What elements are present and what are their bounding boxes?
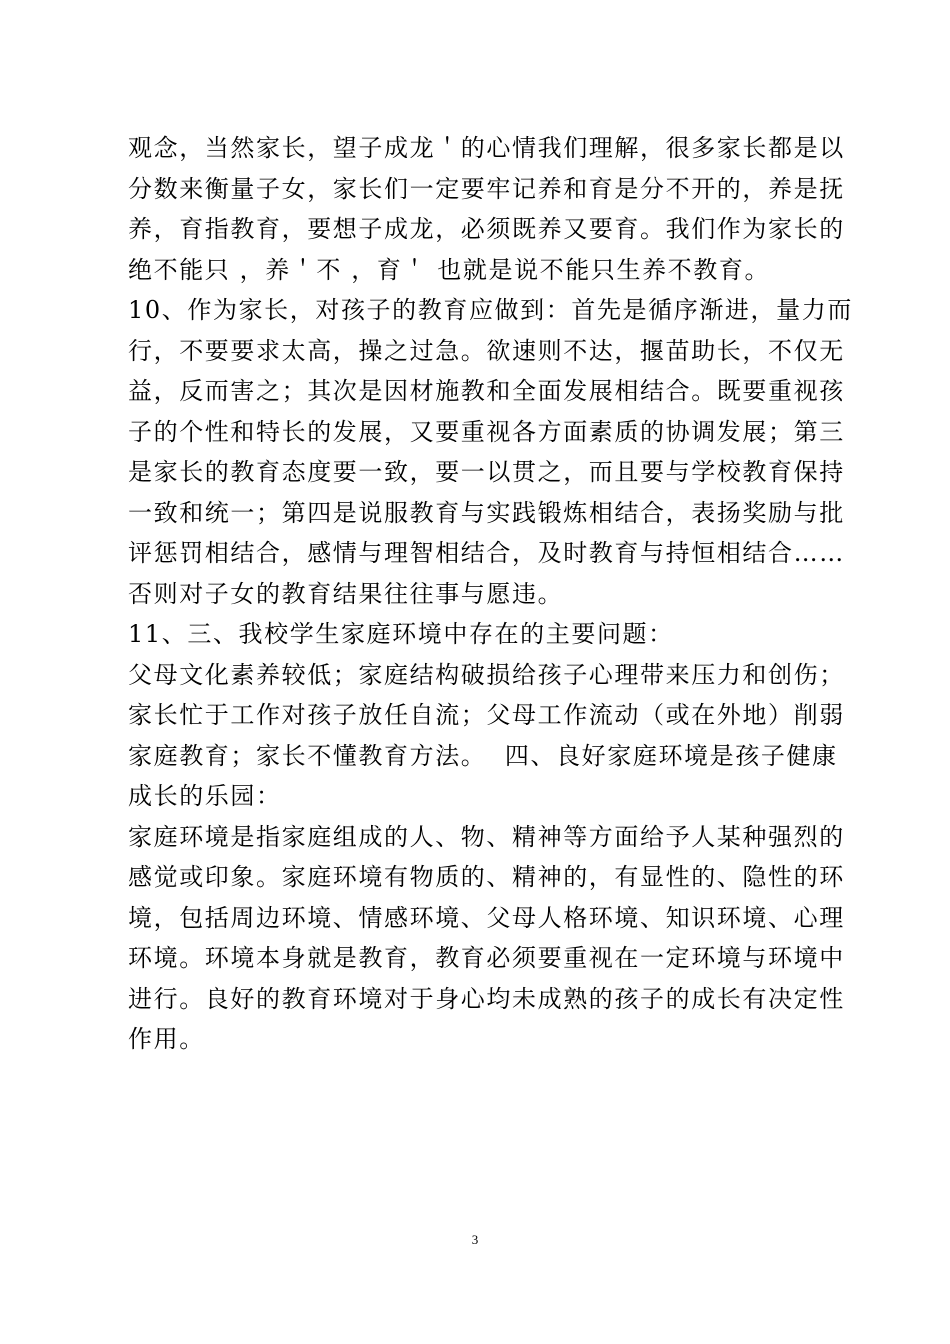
text-line: 10、作为家长，对孩子的教育应做到：首先是循序渐进，量力而 bbox=[128, 296, 853, 324]
text-line: 行，不要要求太高，操之过急。欲速则不达，揠苗助长，不仅无 bbox=[128, 336, 845, 365]
text-line: 益，反而害之；其次是因材施教和全面发展相结合。既要重视孩 bbox=[128, 377, 845, 405]
text-line: 观念，当然家长，望子成龙＇的心情我们理解，很多家长都是以 bbox=[128, 134, 845, 162]
text-line: 评惩罚相结合，感情与理智相结合，及时教育与持恒相结合…… bbox=[128, 539, 845, 567]
text-line: 作用。 bbox=[128, 1025, 205, 1053]
text-line: 家庭教育；家长不懂教育方法。 四、良好家庭环境是孩子健康 bbox=[128, 741, 838, 770]
text-line: 一致和统一；第四是说服教育与实践锻炼相结合，表扬奖励与批 bbox=[128, 498, 845, 527]
text-line: 绝不能只 ，养＇不 ，育＇ 也就是说不能只生养不教育。 bbox=[128, 255, 771, 284]
text-line: 成长的乐园： bbox=[128, 782, 282, 810]
text-line: 家长忙于工作对孩子放任自流；父母工作流动（或在外地）削弱 bbox=[128, 701, 845, 729]
text-line: 否则对子女的教育结果往往事与愿违。 bbox=[128, 579, 564, 608]
text-line: 感觉或印象。家庭环境有物质的、精神的，有显性的、隐性的环 bbox=[128, 863, 845, 891]
page-number: 3 bbox=[471, 1232, 479, 1247]
text-line: 父母文化素养较低；家庭结构破损给孩子心理带来压力和创伤； bbox=[128, 660, 845, 689]
text-line: 是家长的教育态度要一致，要一以贯之，而且要与学校教育保持 bbox=[128, 458, 845, 486]
text-line: 环境。环境本身就是教育，教育必须要重视在一定环境与环境中 bbox=[128, 944, 845, 972]
document-body bbox=[128, 128, 853, 1060]
text-line: 分数来衡量子女，家长们一定要牢记养和育是分不开的，养是抚 bbox=[128, 174, 845, 203]
text-line: 养，育指教育，要想子成龙，必须既养又要育。我们作为家长的 bbox=[128, 215, 845, 243]
text-line: 进行。良好的教育环境对于身心均未成熟的孩子的成长有决定性 bbox=[128, 984, 845, 1013]
text-line: 11、三、我校学生家庭环境中存在的主要问题： bbox=[128, 620, 674, 648]
text-line: 子的个性和特长的发展，又要重视各方面素质的协调发展；第三 bbox=[128, 417, 845, 446]
text-line: 境，包括周边环境、情感环境、父母人格环境、知识环境、心理 bbox=[128, 903, 845, 932]
text-line: 家庭环境是指家庭组成的人、物、精神等方面给予人某种强烈的 bbox=[128, 822, 845, 851]
